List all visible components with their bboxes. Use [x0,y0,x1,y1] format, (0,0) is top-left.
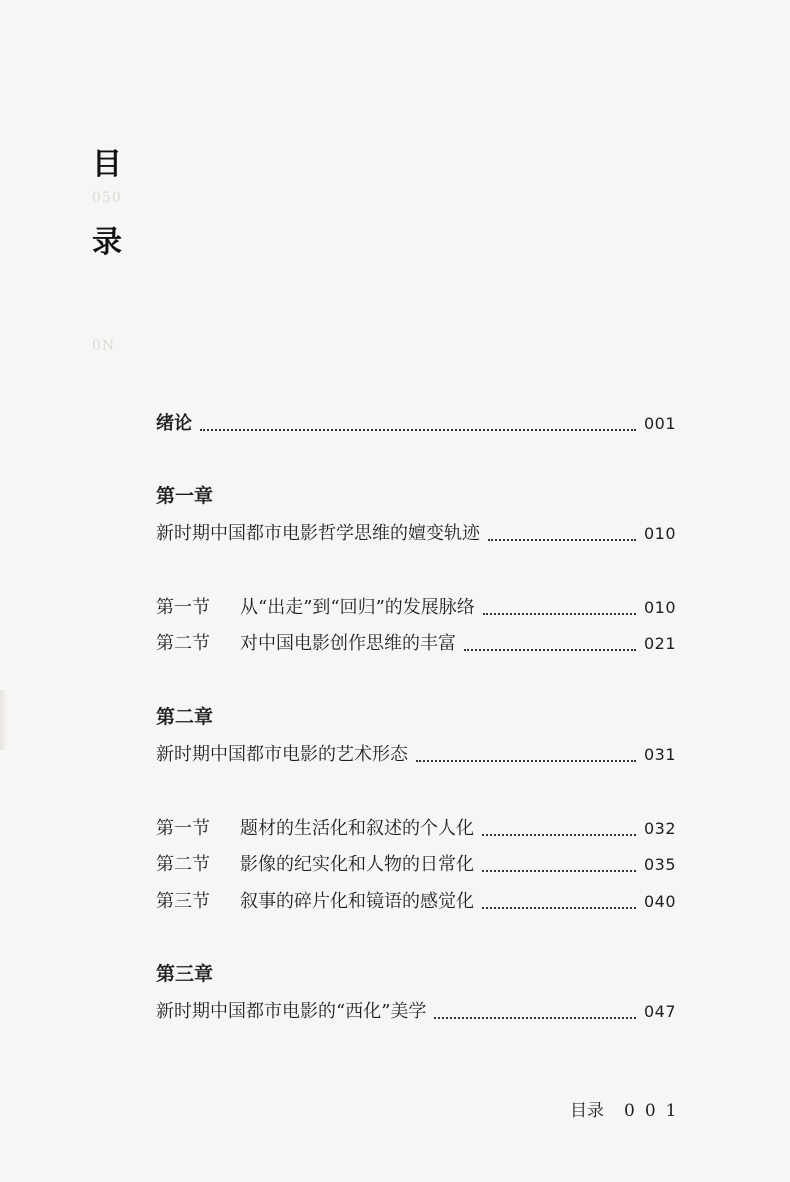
toc-entry-label: 叙事的碎片化和镜语的感觉化 [240,891,474,912]
chapter-heading-1: 第一章 [156,485,214,507]
toc-entry-chapter-1[interactable] [156,520,676,548]
footer-page-number: 001 [624,1101,687,1121]
bleed-through-mark-2: 0N [92,338,116,354]
dot-leader [200,428,636,431]
page-title-char-1: 目 [92,147,122,182]
page-title-char-2: 录 [92,225,122,260]
toc-page-number: 010 [643,524,676,543]
chapter-heading-2: 第二章 [156,706,214,728]
dot-leader [482,869,636,872]
section-number: 第一节 [156,818,210,839]
toc-section-1-2[interactable] [156,630,676,658]
toc-entry-label: 从“出走”到“回归”的发展脉络 [240,597,475,618]
toc-section-2-3[interactable] [156,888,676,916]
toc-page-number: 047 [643,1002,676,1021]
section-number: 第一节 [156,597,210,618]
toc-entry-chapter-3[interactable] [156,998,676,1026]
section-number: 第二节 [156,633,210,654]
toc-page-number: 021 [643,634,676,653]
toc-entry-label: 新时期中国都市电影的“西化”美学 [156,1001,427,1022]
toc-section-2-2[interactable] [156,851,676,879]
toc-entry-label: 新时期中国都市电影哲学思维的嬗变轨迹 [156,523,480,544]
toc-section-2-1[interactable] [156,815,676,843]
chapter-heading-3: 第三章 [156,963,214,985]
toc-page-number: 035 [643,855,676,874]
bleed-through-mark-1: 050 [92,190,122,206]
toc-entry-chapter-2[interactable] [156,741,676,769]
toc-section-1-1[interactable] [156,594,676,622]
dot-leader [434,1016,636,1019]
toc-entry-label: 题材的生活化和叙述的个人化 [240,818,474,839]
toc-page-number: 031 [643,745,676,764]
toc-page-number: 032 [643,819,676,838]
section-number: 第二节 [156,854,210,875]
footer-label: 目录 [570,1101,604,1121]
toc-entry-introduction[interactable] [156,410,676,438]
toc-entry-label: 影像的纪实化和人物的日常化 [240,854,474,875]
toc-entry-label: 绪论 [156,413,192,434]
toc-page-number: 001 [643,414,676,433]
page-footer [570,1096,686,1121]
toc-page-number: 040 [643,892,676,911]
dot-leader [464,648,636,651]
toc-entry-label: 对中国电影创作思维的丰富 [240,633,456,654]
dot-leader [482,906,636,909]
dot-leader [483,612,636,615]
dot-leader [488,538,636,541]
toc-page-number: 010 [643,598,676,617]
dot-leader [416,759,636,762]
toc-entry-label: 新时期中国都市电影的艺术形态 [156,744,408,765]
dot-leader [482,833,636,836]
section-number: 第三节 [156,891,210,912]
page-spine-shadow [0,690,8,750]
